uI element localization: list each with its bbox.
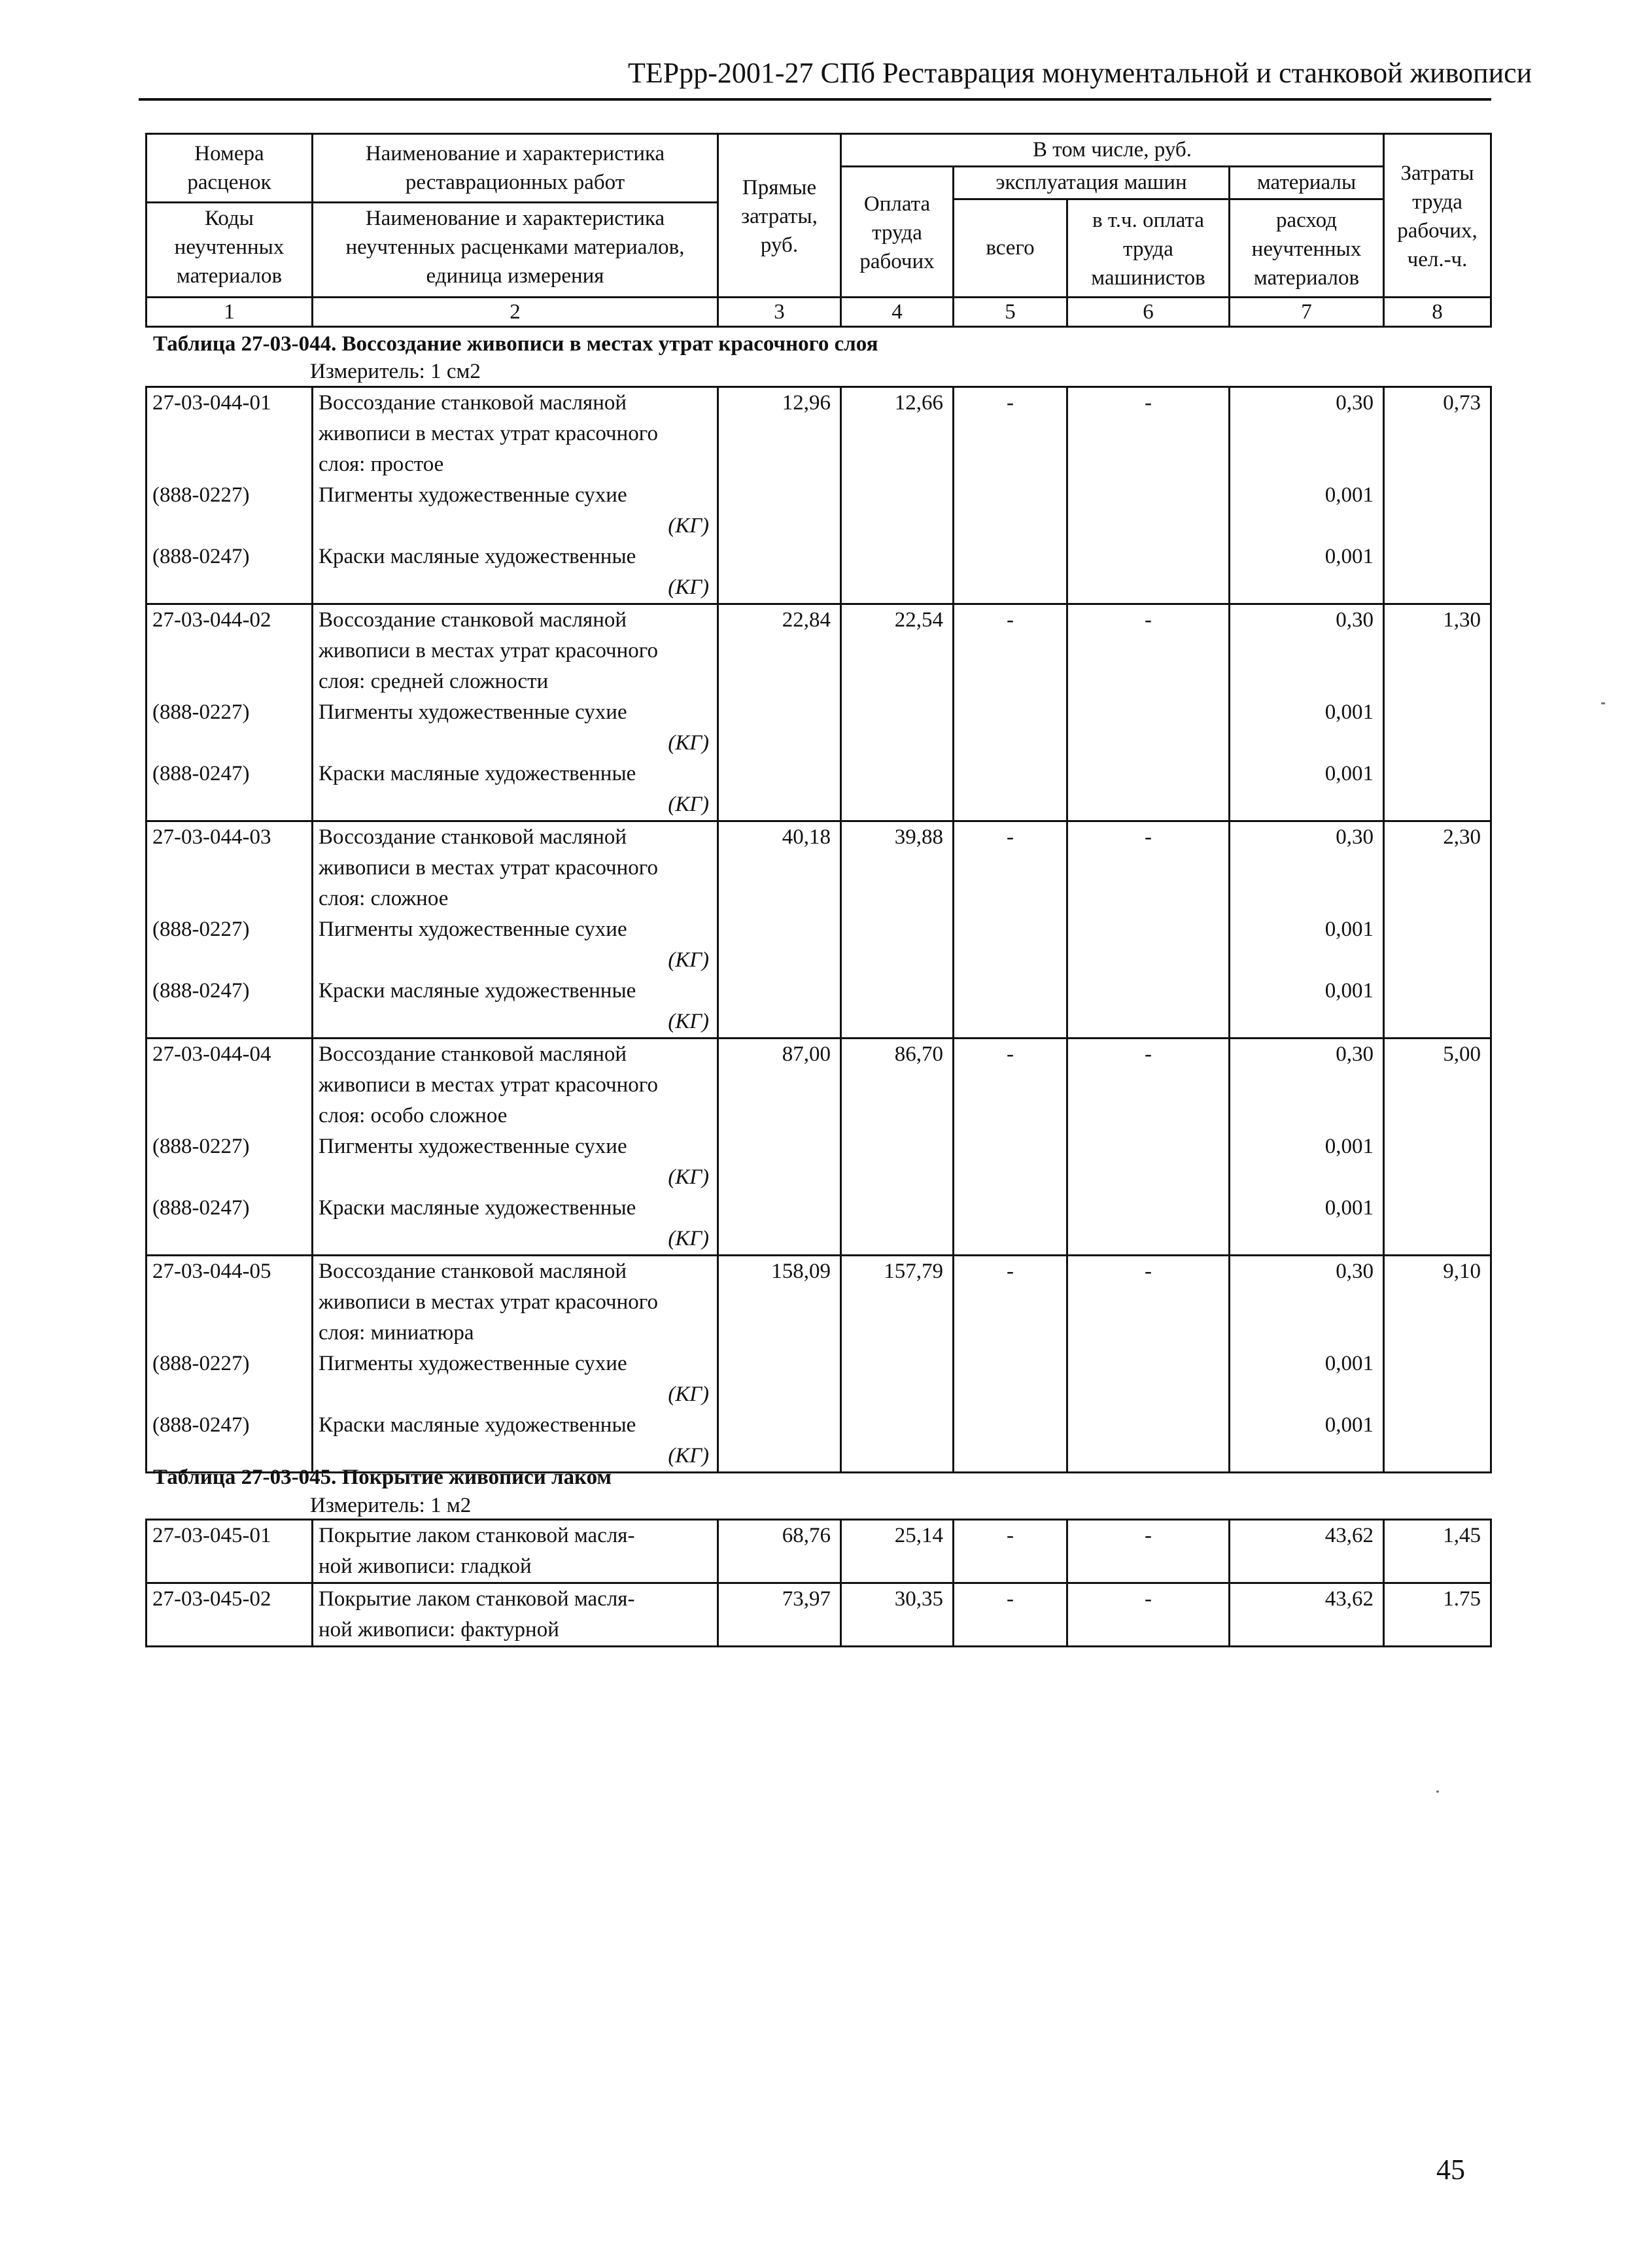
- labor-pay: 30,35: [841, 1583, 954, 1647]
- work-name-line: ной живописи: гладкой: [319, 1555, 532, 1578]
- material-unit: (КГ): [668, 1444, 709, 1468]
- column-number: 7: [1230, 298, 1384, 327]
- work-name-line: Воссоздание станковой масляной: [319, 391, 627, 415]
- labor-hours: 5,00: [1384, 1039, 1491, 1256]
- header-text: Наименование и характеристика: [365, 207, 665, 230]
- labor-hours: 9,10: [1384, 1256, 1491, 1473]
- table-row: [147, 1520, 1491, 1583]
- material-name: Пигменты художественные сухие: [319, 1352, 627, 1375]
- materials-value: 0,30: [1336, 1260, 1374, 1283]
- table-row: [147, 821, 1491, 1039]
- spacer: [152, 1287, 306, 1318]
- header-text: реставрационных работ: [405, 171, 625, 194]
- labor-pay: 12,66: [841, 387, 954, 604]
- work-name-cell: [313, 1520, 718, 1583]
- materials-value: 0,30: [1336, 391, 1374, 415]
- material-code: (888-0247): [152, 762, 250, 785]
- spacer: [1236, 884, 1374, 914]
- header-text: Прямые: [742, 175, 817, 199]
- materials-value: 0,30: [1336, 608, 1374, 632]
- header-direct-costs: [718, 134, 841, 298]
- work-name-cell: [313, 1039, 718, 1256]
- work-name-line: слоя: особо сложное: [319, 1104, 508, 1127]
- material-name: Пигменты художественные сухие: [319, 918, 627, 941]
- header-text: затраты,: [741, 204, 818, 228]
- material-qty: 0,001: [1324, 545, 1374, 568]
- header-text: Оплата: [863, 192, 931, 216]
- material-unit: (КГ): [668, 1383, 709, 1406]
- spacer: [1236, 853, 1374, 884]
- header-text: материалов: [176, 264, 283, 288]
- materials-value: 43,62: [1324, 1587, 1374, 1611]
- spacer: [1236, 419, 1374, 449]
- labor-pay: 25,14: [841, 1520, 954, 1583]
- rate-code: 27-03-044-01: [152, 391, 271, 415]
- machines-total: -: [954, 1583, 1067, 1647]
- material-code: (888-0247): [152, 1196, 250, 1220]
- rate-code: 27-03-044-04: [152, 1042, 271, 1066]
- material-unit: (КГ): [668, 793, 709, 816]
- material-name: Краски масляные художественные: [319, 762, 636, 785]
- materials-value: 0,30: [1336, 825, 1374, 849]
- spacer: [1236, 789, 1374, 820]
- header-text: труда: [1123, 237, 1173, 261]
- material-qty: 0,001: [1324, 762, 1374, 785]
- spacer: [1236, 1224, 1374, 1254]
- materials-cell: [1230, 1256, 1384, 1473]
- header-labor-hours: [1384, 134, 1491, 298]
- table-row: [147, 604, 1491, 821]
- header-machinists-pay: [1067, 199, 1230, 298]
- table2-caption: Таблица 27-03-045. Покрытие живописи лаком: [153, 1466, 612, 1489]
- column-numbers-row: [147, 298, 1491, 327]
- header-text: неучтенных: [174, 235, 285, 259]
- table-row: [147, 387, 1491, 604]
- table-row: [147, 1039, 1491, 1256]
- direct-costs: 158,09: [718, 1256, 841, 1473]
- work-name-line: живописи в местах утрат красочного: [319, 422, 658, 445]
- machines-total: -: [954, 1520, 1067, 1583]
- header-text: Затраты: [1400, 161, 1474, 185]
- labor-pay: 157,79: [841, 1256, 954, 1473]
- work-name-line: ной живописи: фактурной: [319, 1618, 559, 1641]
- material-unit: (КГ): [668, 1227, 709, 1250]
- spacer: [1236, 511, 1374, 541]
- spacer: [152, 449, 306, 480]
- spacer: [152, 1101, 306, 1131]
- header-text: в т.ч. оплата: [1092, 208, 1204, 232]
- spacer: [152, 572, 306, 603]
- header-text: неучтенных: [1251, 237, 1362, 261]
- work-name-cell: [313, 821, 718, 1039]
- material-unit: (КГ): [668, 514, 709, 538]
- table-27-03-044: [145, 386, 1492, 1473]
- spacer: [1236, 666, 1374, 697]
- machinists-pay: -: [1067, 1039, 1230, 1256]
- spacer: [152, 1006, 306, 1037]
- header-labor-pay: [841, 167, 954, 298]
- direct-costs: 40,18: [718, 821, 841, 1039]
- materials-cell: [1230, 604, 1384, 821]
- materials-value: 0,30: [1336, 1042, 1374, 1066]
- header-col2: [313, 134, 718, 298]
- rate-code: 27-03-044-02: [152, 608, 271, 632]
- column-number: 2: [313, 298, 718, 327]
- header-text: неучтенных расценками материалов,: [345, 235, 685, 259]
- machinists-pay: -: [1067, 1256, 1230, 1473]
- labor-pay: 39,88: [841, 821, 954, 1039]
- spacer: [1236, 1006, 1374, 1037]
- column-number: 6: [1067, 298, 1230, 327]
- header-machines: эксплуатация машин: [954, 167, 1230, 199]
- header-text: машинистов: [1091, 266, 1205, 290]
- column-number: 1: [147, 298, 313, 327]
- header-materials-usage: [1230, 199, 1384, 298]
- spacer: [152, 636, 306, 666]
- scan-speck: [1601, 702, 1605, 704]
- material-qty: 0,001: [1324, 1413, 1374, 1437]
- column-number: 8: [1384, 298, 1491, 327]
- work-name-line: живописи в местах утрат красочного: [319, 639, 658, 662]
- header-text: рабочих,: [1397, 218, 1478, 243]
- spacer: [152, 1379, 306, 1410]
- table1-meter: Измеритель: 1 см2: [310, 360, 481, 383]
- material-unit: (КГ): [668, 948, 709, 972]
- spacer: [152, 789, 306, 820]
- spacer: [152, 1224, 306, 1254]
- rate-code-cell: [147, 1520, 313, 1583]
- spacer: [1236, 636, 1374, 666]
- spacer: [1236, 1162, 1374, 1193]
- rate-code-cell: [147, 387, 313, 604]
- spacer: [152, 1551, 306, 1582]
- machines-total: -: [954, 1256, 1067, 1473]
- labor-pay: 22,54: [841, 604, 954, 821]
- rate-code-cell: [147, 1583, 313, 1647]
- rate-code: 27-03-044-05: [152, 1260, 271, 1283]
- column-number: 4: [841, 298, 954, 327]
- column-number: 5: [954, 298, 1067, 327]
- spacer: [152, 1070, 306, 1101]
- table-row: [147, 1583, 1491, 1647]
- rate-code-cell: [147, 1256, 313, 1473]
- work-name-line: живописи в местах утрат красочного: [319, 856, 658, 880]
- machines-total: -: [954, 821, 1067, 1039]
- rate-code: 27-03-045-01: [152, 1524, 271, 1547]
- rate-code-cell: [147, 1039, 313, 1256]
- column-number: 3: [718, 298, 841, 327]
- work-name-cell: [313, 604, 718, 821]
- machinists-pay: -: [1067, 1520, 1230, 1583]
- spacer: [1236, 572, 1374, 603]
- machines-total: -: [954, 1039, 1067, 1256]
- work-name-line: живописи в местах утрат красочного: [319, 1290, 658, 1314]
- material-name: Краски масляные художественные: [319, 545, 636, 568]
- material-unit: (КГ): [668, 731, 709, 755]
- material-unit: (КГ): [668, 1010, 709, 1033]
- header-text: рабочих: [859, 249, 935, 273]
- column-header-table: [145, 133, 1492, 328]
- material-code: (888-0227): [152, 918, 250, 941]
- work-name-line: слоя: средней сложности: [319, 670, 549, 693]
- header-text: Наименование и характеристика: [365, 142, 665, 165]
- material-qty: 0,001: [1324, 483, 1374, 507]
- machinists-pay: -: [1067, 604, 1230, 821]
- table1-caption: Таблица 27-03-044. Воссоздание живописи в местах утрат красочного слоя: [153, 332, 878, 356]
- spacer: [1236, 945, 1374, 976]
- material-name: Пигменты художественные сухие: [319, 1135, 627, 1158]
- material-code: (888-0227): [152, 700, 250, 724]
- labor-hours: 2,30: [1384, 821, 1491, 1039]
- work-name-line: слоя: миниатюра: [319, 1321, 474, 1345]
- spacer: [1236, 1379, 1374, 1410]
- direct-costs: 68,76: [718, 1520, 841, 1583]
- work-name-cell: [313, 1256, 718, 1473]
- work-name-line: живописи в местах утрат красочного: [319, 1073, 658, 1097]
- spacer: [1236, 1318, 1374, 1349]
- material-name: Краски масляные художественные: [319, 1196, 636, 1220]
- spacer: [152, 853, 306, 884]
- rate-code-cell: [147, 821, 313, 1039]
- running-header: ТЕРрр-2001-27 СПб Реставрация монументальной и станковой живописи: [628, 57, 1532, 89]
- material-name: Пигменты художественные сухие: [319, 700, 627, 724]
- labor-hours: 1,45: [1384, 1520, 1491, 1583]
- header-text: руб.: [760, 233, 799, 257]
- material-unit: (КГ): [668, 1165, 709, 1189]
- spacer: [152, 1318, 306, 1349]
- material-code: (888-0247): [152, 979, 250, 1003]
- spacer: [152, 945, 306, 976]
- labor-pay: 86,70: [841, 1039, 954, 1256]
- header-text: Коды: [205, 207, 254, 230]
- work-name-line: Покрытие лаком станковой масля-: [319, 1524, 635, 1547]
- spacer: [152, 666, 306, 697]
- header-text: материалов: [1253, 266, 1360, 290]
- header-text: труда: [1412, 190, 1462, 214]
- header-rule: [139, 98, 1491, 101]
- scan-speck: [1436, 1791, 1439, 1793]
- spacer: [152, 1615, 306, 1645]
- spacer: [1236, 449, 1374, 480]
- material-qty: 0,001: [1324, 1196, 1374, 1220]
- direct-costs: 87,00: [718, 1039, 841, 1256]
- header-group: В том числе, руб.: [841, 134, 1384, 167]
- spacer: [152, 728, 306, 759]
- work-name-line: Воссоздание станковой масляной: [319, 825, 627, 849]
- spacer: [152, 419, 306, 449]
- machines-total: -: [954, 387, 1067, 604]
- machinists-pay: -: [1067, 821, 1230, 1039]
- material-qty: 0,001: [1324, 1135, 1374, 1158]
- labor-hours: 0,73: [1384, 387, 1491, 604]
- header-text: Номера: [194, 142, 264, 165]
- spacer: [1236, 1070, 1374, 1101]
- materials-cell: [1230, 821, 1384, 1039]
- machinists-pay: -: [1067, 1583, 1230, 1647]
- direct-costs: 22,84: [718, 604, 841, 821]
- material-code: (888-0227): [152, 1135, 250, 1158]
- work-name-cell: [313, 1583, 718, 1647]
- material-name: Краски масляные художественные: [319, 979, 636, 1003]
- table-27-03-045: [145, 1519, 1492, 1647]
- material-code: (888-0227): [152, 1352, 250, 1375]
- spacer: [152, 884, 306, 914]
- spacer: [152, 511, 306, 541]
- spacer: [152, 1162, 306, 1193]
- materials-value: 43,62: [1324, 1524, 1374, 1547]
- work-name-line: Воссоздание станковой масляной: [319, 1042, 627, 1066]
- material-qty: 0,001: [1324, 1352, 1374, 1375]
- header-materials: материалы: [1230, 167, 1384, 199]
- material-name: Пигменты художественные сухие: [319, 483, 627, 507]
- rate-code: 27-03-044-03: [152, 825, 271, 849]
- spacer: [1236, 1101, 1374, 1131]
- spacer: [1236, 1551, 1374, 1582]
- material-code: (888-0247): [152, 1413, 250, 1437]
- material-code: (888-0247): [152, 545, 250, 568]
- machinists-pay: -: [1067, 387, 1230, 604]
- direct-costs: 73,97: [718, 1583, 841, 1647]
- rate-code-cell: [147, 604, 313, 821]
- work-name-line: Воссоздание станковой масляной: [319, 608, 627, 632]
- spacer: [1236, 1615, 1374, 1645]
- direct-costs: 12,96: [718, 387, 841, 604]
- page-number: 45: [1436, 2154, 1465, 2186]
- material-name: Краски масляные художественные: [319, 1413, 636, 1437]
- header-text: единица измерения: [426, 264, 604, 288]
- material-qty: 0,001: [1324, 979, 1374, 1003]
- table2-meter: Измеритель: 1 м2: [310, 1494, 472, 1517]
- work-name-line: Воссоздание станковой масляной: [319, 1260, 627, 1283]
- materials-cell: [1230, 387, 1384, 604]
- materials-cell: [1230, 1039, 1384, 1256]
- table-row: [147, 1256, 1491, 1473]
- machines-total: -: [954, 604, 1067, 821]
- header-text: расход: [1276, 208, 1337, 232]
- header-machines-total: всего: [954, 199, 1067, 298]
- spacer: [1236, 1441, 1374, 1471]
- material-qty: 0,001: [1324, 700, 1374, 724]
- labor-hours: 1.75: [1384, 1583, 1491, 1647]
- material-unit: (КГ): [668, 576, 709, 599]
- header-text: расценок: [187, 171, 271, 194]
- materials-cell: [1230, 1583, 1384, 1647]
- material-qty: 0,001: [1324, 918, 1374, 941]
- materials-cell: [1230, 1520, 1384, 1583]
- work-name-line: Покрытие лаком станковой масля-: [319, 1587, 635, 1611]
- spacer: [1236, 728, 1374, 759]
- rate-code: 27-03-045-02: [152, 1587, 271, 1611]
- header-col1: [147, 134, 313, 298]
- work-name-line: слоя: простое: [319, 453, 444, 476]
- header-text: чел.-ч.: [1407, 247, 1468, 271]
- work-name-cell: [313, 387, 718, 604]
- work-name-line: слоя: сложное: [319, 887, 449, 910]
- labor-hours: 1,30: [1384, 604, 1491, 821]
- header-text: труда: [872, 220, 922, 245]
- spacer: [1236, 1287, 1374, 1318]
- material-code: (888-0227): [152, 483, 250, 507]
